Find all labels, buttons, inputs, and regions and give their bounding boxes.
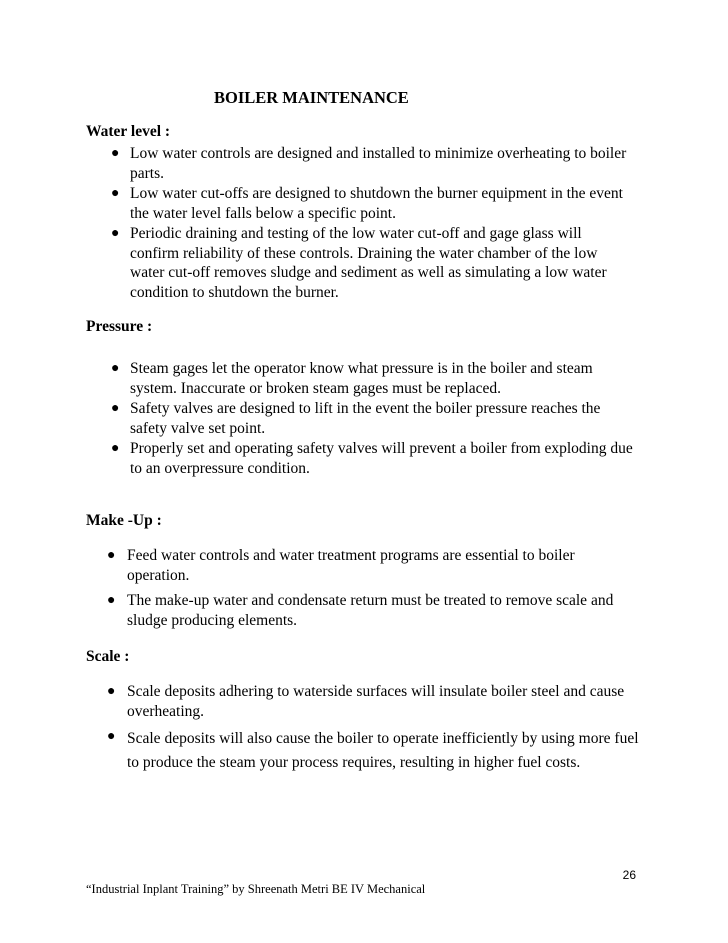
bullet-icon: ● — [107, 593, 116, 608]
page-footer: “Industrial Inplant Training” by Shreenath Metri BE IV Mechanical — [86, 882, 426, 896]
list-item: ● Scale deposits adhering to waterside surfaces will insulate boiler steel and cause overheating. — [107, 683, 625, 720]
section-heading-make-up: Make -Up : — [86, 512, 162, 529]
list-item: ● Feed water controls and water treatment programs are essential to boiler operation. — [107, 547, 575, 584]
bullet-icon: ● — [111, 361, 120, 376]
list-item: ● Properly set and operating safety valves will prevent a boiler from exploding due to an overpressure condition. — [111, 440, 633, 477]
list-item: ● Periodic draining and testing of the low water cut-off and gage glass will confirm reliability of these controls. Draining the water chamber of the low water cut-off removes sludge and sediment as well as simulating a low water condition to shutdown the burner. — [111, 225, 607, 302]
bullet-icon: ● — [111, 401, 120, 416]
bullet-icon: ● — [111, 441, 120, 456]
page-title: BOILER MAINTENANCE — [214, 88, 409, 107]
bullet-icon: ● — [111, 186, 120, 201]
section-heading-scale: Scale : — [86, 648, 130, 665]
list-item: ● Safety valves are designed to lift in the event the boiler pressure reaches the safety valve set point. — [111, 400, 601, 437]
bullet-icon: ● — [107, 548, 116, 563]
list-item: ● Low water cut-offs are designed to shutdown the burner equipment in the event the water level falls below a specific point. — [111, 185, 623, 222]
list-item: ● Steam gages let the operator know what pressure is in the boiler and steam system. Inaccurate or broken steam gages must be replaced. — [111, 360, 593, 397]
page-number: 26 — [622, 868, 636, 882]
bullet-icon: ● — [111, 146, 120, 161]
list-item: ● Scale deposits will also cause the boiler to operate inefficiently by using more fuel to produce the steam your process requires, resulting in higher fuel costs. — [107, 729, 639, 771]
bullet-icon: ● — [111, 226, 120, 241]
bullet-icon: ● — [107, 684, 116, 699]
list-item: ● The make-up water and condensate return must be treated to remove scale and sludge producing elements. — [107, 592, 614, 629]
list-item: ● Low water controls are designed and installed to minimize overheating to boiler parts. — [111, 145, 627, 182]
bullet-icon: ● — [107, 729, 116, 744]
section-heading-pressure: Pressure : — [86, 318, 153, 335]
section-heading-water-level: Water level : — [86, 123, 171, 140]
